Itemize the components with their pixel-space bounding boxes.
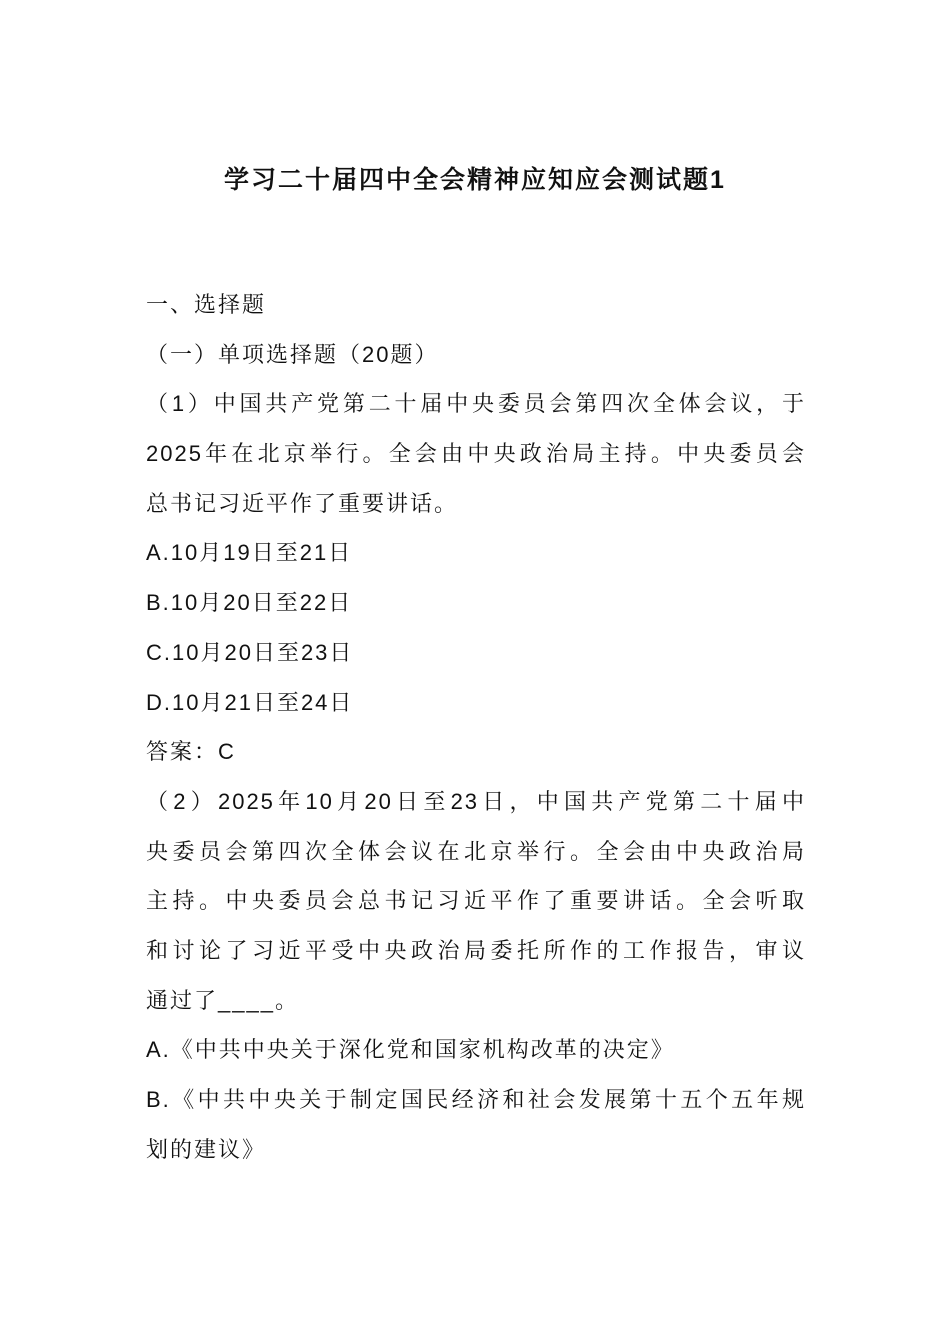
question-text: 2025年在北京举行。全会由中央政治局主持。中央委员会 bbox=[146, 441, 806, 467]
question-1 bbox=[146, 384, 806, 782]
section-heading: 一、选择题 bbox=[146, 292, 267, 317]
question-text: 总书记习近平作了重要讲话。 bbox=[146, 490, 459, 516]
option-b-continued: 划的建议》 bbox=[146, 1136, 267, 1162]
question-text: 主持。中央委员会总书记习近平作了重要讲话。全会听取 bbox=[146, 888, 806, 914]
subsection-heading: （一）单项选择题（20题） bbox=[146, 341, 439, 367]
question-2 bbox=[146, 782, 806, 1180]
option-a: A.《中共中央关于深化党和国家机构改革的决定》 bbox=[146, 1037, 675, 1063]
option-b: B.《中共中央关于制定国民经济和社会发展第十五个五年规 bbox=[146, 1087, 806, 1112]
option-a: A.10月19日至21日 bbox=[146, 540, 353, 566]
question-text: （2）2025年10月20日至23日，中国共产党第二十届中 bbox=[146, 788, 806, 814]
question-text: 和讨论了习近平受中央政治局委托所作的工作报告，审议 bbox=[146, 937, 806, 963]
answer: 答案：C bbox=[146, 739, 236, 765]
question-text: 央委员会第四次全体会议在北京举行。全会由中央政治局 bbox=[146, 838, 806, 864]
document-body bbox=[146, 285, 806, 1179]
document-title: 学习二十届四中全会精神应知应会测试题1 bbox=[224, 166, 726, 194]
option-b: B.10月20日至22日 bbox=[146, 590, 353, 616]
option-d: D.10月21日至24日 bbox=[146, 689, 354, 715]
question-text: 通过了____。 bbox=[146, 987, 299, 1013]
question-text: （1）中国共产党第二十届中央委员会第四次全体会议，于 bbox=[146, 391, 806, 417]
option-c: C.10月20日至23日 bbox=[146, 639, 354, 665]
